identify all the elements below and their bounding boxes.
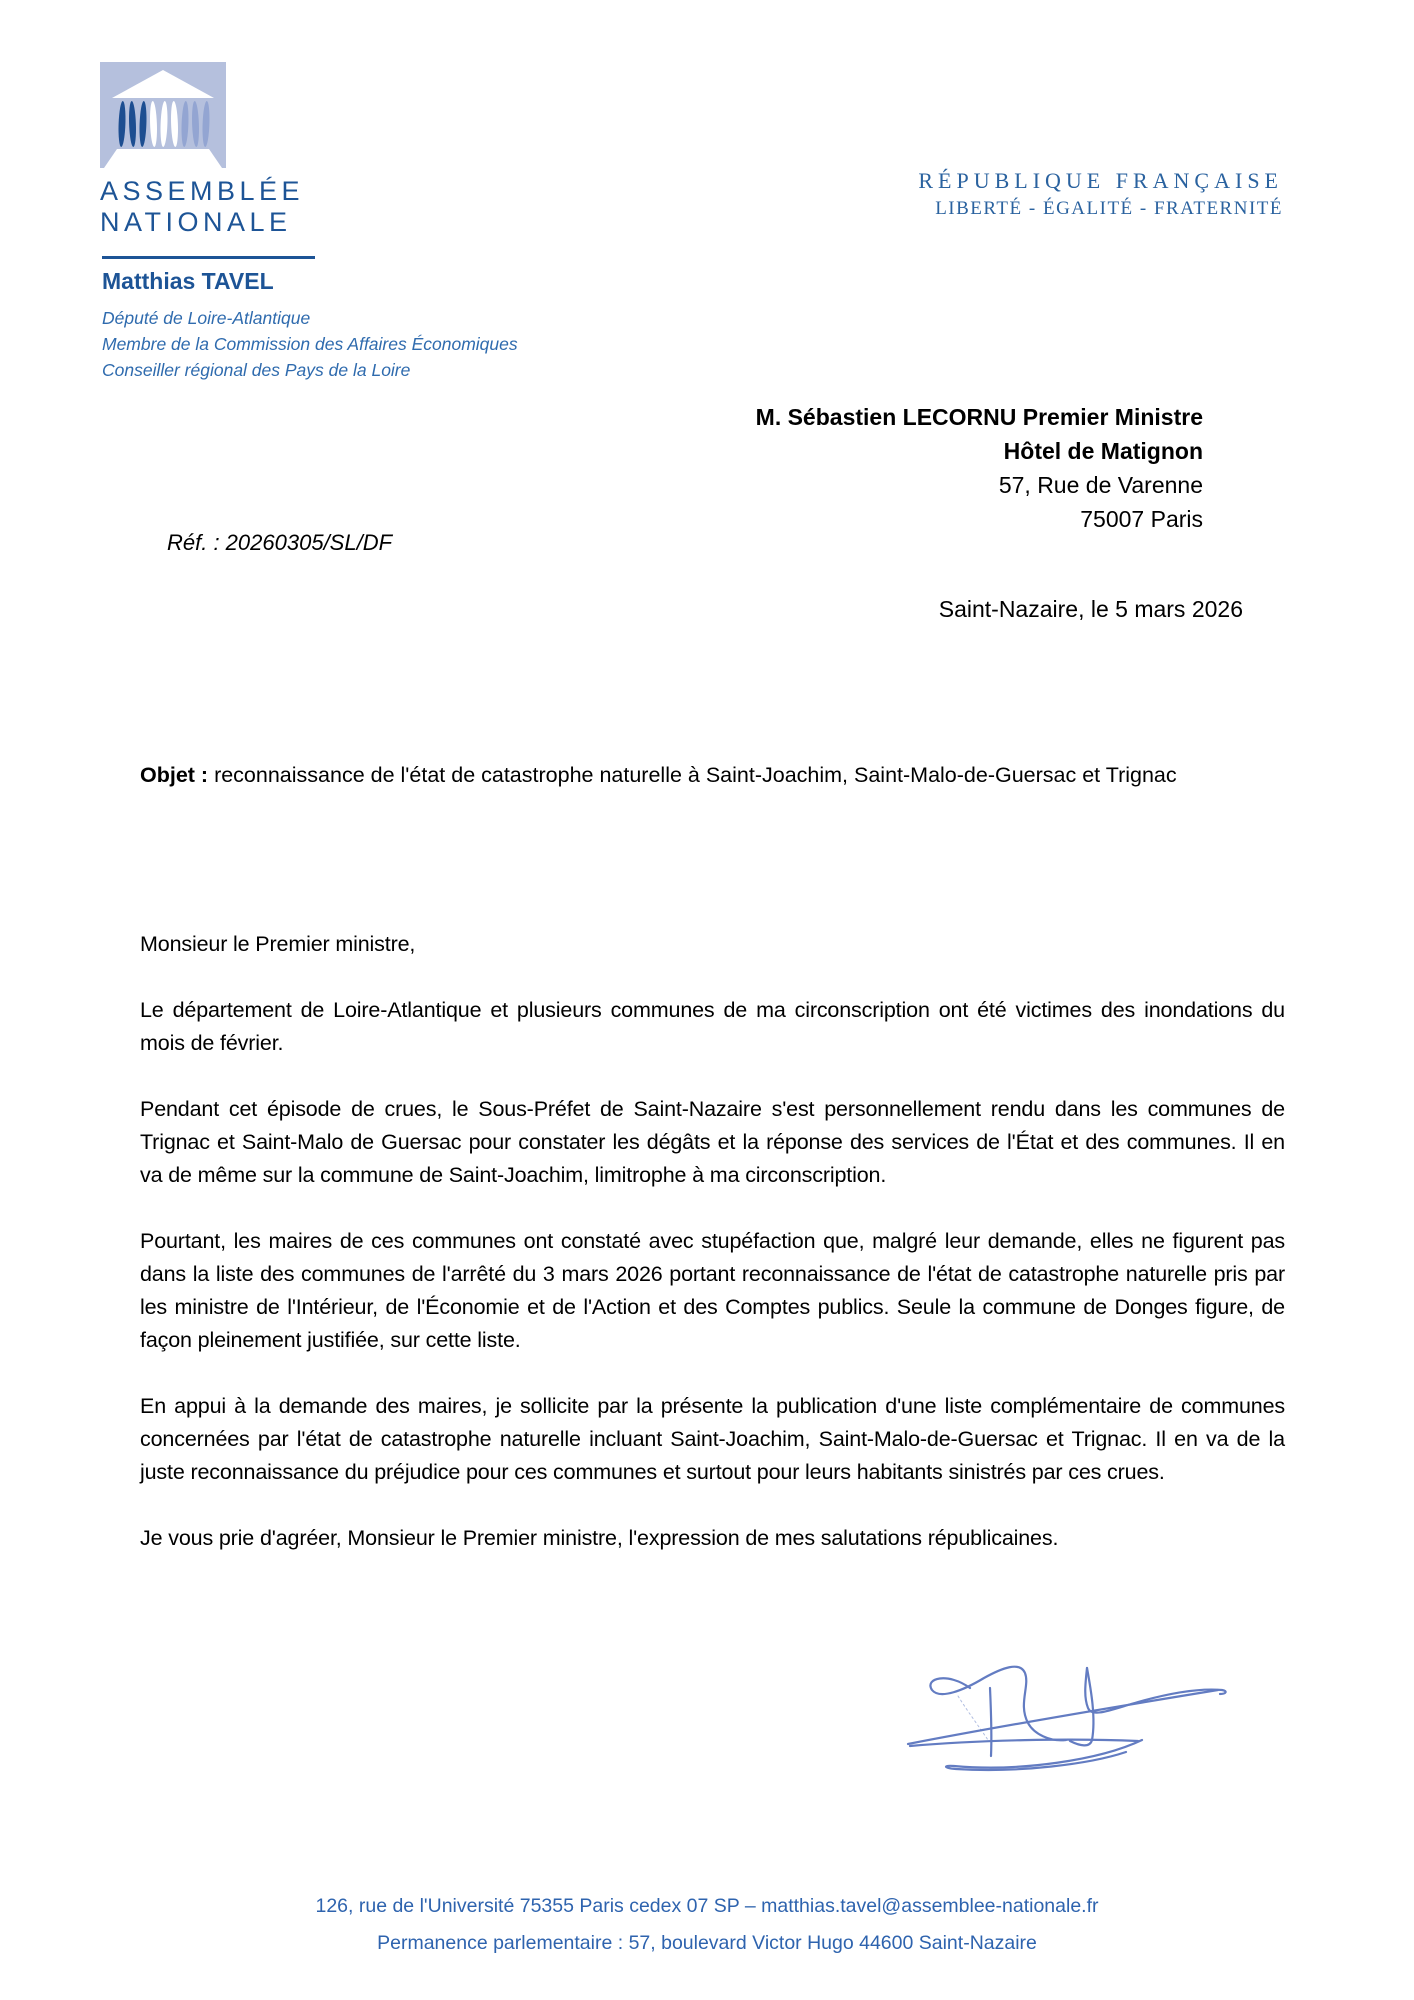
paragraph-3: Pourtant, les maires de ces communes ont constaté avec stupéfaction que, malgré leur demande, elles ne figurent pas dans la liste des communes de l'arrêté du 3 mars 2026 portant reconnaissance de l'état de catastrophe naturelle pris par les ministre de l'Intérieur, de l'Économie et de l'Action et des Comptes publics. Seule la commune de Donges figure, de façon pleinement justifiée, sur cette liste. [140, 1229, 1285, 1352]
reference-number: Réf. : 20260305/SL/DF [167, 530, 393, 555]
motto-line: LIBERTÉ - ÉGALITÉ - FRATERNITÉ [935, 198, 1283, 219]
handwritten-signature [880, 1628, 1250, 1803]
org-name-line1: ASSEMBLÉE [100, 176, 305, 206]
closing-formula: Je vous prie d'agréer, Monsieur le Premier ministre, l'expression de mes salutations républicaines. [140, 1526, 1059, 1550]
org-name-line2: NATIONALE [100, 207, 292, 237]
sender-header [100, 62, 330, 238]
recipient-address [756, 400, 1203, 536]
recipient-street: 57, Rue de Varenne [998, 472, 1203, 498]
letter-footer [0, 1888, 1414, 1962]
footer-permanence-address: Permanence parlementaire : 57, boulevard Victor Hugo 44600 Saint-Nazaire [377, 1932, 1037, 1954]
sender-divider-rule [102, 256, 315, 259]
sender-title-regional: Conseiller régional des Pays de la Loire [102, 360, 411, 380]
sender-titles [102, 305, 518, 383]
sender-title-deputy: Député de Loire-Atlantique [102, 308, 311, 328]
subject-line [140, 758, 1285, 792]
republic-line: RÉPUBLIQUE FRANÇAISE [918, 168, 1283, 193]
paragraph-2: Pendant cet épisode de crues, le Sous-Préfet de Saint-Nazaire s'est personnellement rendu dans les communes de Trignac et Saint-Malo de Guersac pour constater les dégâts et la réponse des services de l'État et des communes. Il en va de même sur la commune de Saint-Joachim, limitrophe à ma circonscription. [140, 1097, 1285, 1187]
place-and-date: Saint-Nazaire, le 5 mars 2026 [938, 596, 1243, 622]
subject-text: reconnaissance de l'état de catastrophe naturelle à Saint-Joachim, Saint-Malo-de-Guersac et Trignac [208, 763, 1177, 787]
recipient-name: M. Sébastien LECORNU Premier Ministre [755, 404, 1203, 430]
footer-paris-address: 126, rue de l'Université 75355 Paris cedex 07 SP – matthias.tavel@assemblee-nationale.fr [315, 1895, 1099, 1917]
sender-title-commission: Membre de la Commission des Affaires Économiques [102, 334, 518, 354]
recipient-residence: Hôtel de Matignon [1003, 438, 1203, 464]
paragraph-4: En appui à la demande des maires, je sollicite par la présente la publication d'une liste complémentaire de communes concernées par l'état de catastrophe naturelle incluant Saint-Joachim, Saint-Malo-de-Guersac et Trignac. Il en va de la juste reconnaissance du préjudice pour ces communes et surtout pour leurs habitants sinistrés par ces crues. [140, 1394, 1285, 1484]
republic-header [918, 168, 1283, 220]
letter-body [140, 928, 1285, 1588]
recipient-city: 75007 Paris [1080, 506, 1203, 532]
assemblee-nationale-logo [100, 62, 226, 168]
salutation: Monsieur le Premier ministre, [140, 932, 416, 956]
paragraph-1: Le département de Loire-Atlantique et plusieurs communes de ma circonscription ont été victimes des inondations du mois de février. [140, 998, 1285, 1055]
subject-label: Objet : [140, 763, 209, 787]
sender-name: Matthias TAVEL [102, 268, 274, 294]
org-name [100, 176, 330, 238]
